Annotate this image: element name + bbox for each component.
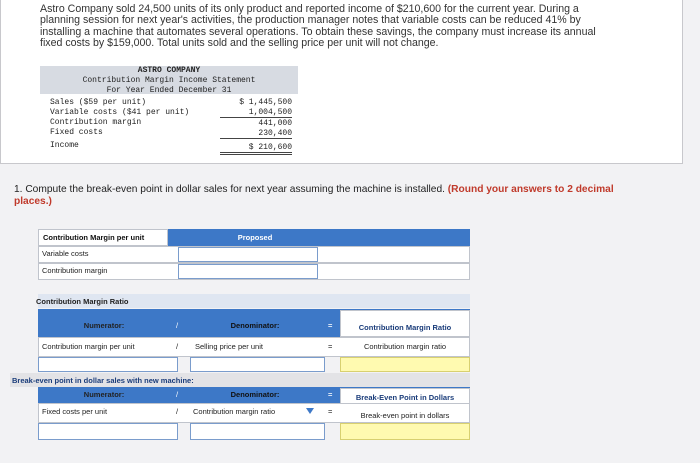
statement-amount-fixed: 230,400 (220, 129, 292, 139)
be-numerator-label: Numerator: (83, 390, 125, 399)
cmr-equals-sign: = (328, 342, 333, 351)
be-divide-sign: / (176, 407, 179, 416)
be-denominator-label: Denominator: (230, 390, 280, 399)
cmr-title: Contribution Margin Ratio (36, 297, 129, 306)
cm-table-proposed: Proposed (237, 233, 273, 242)
cmr-denominator-value: Selling price per unit (195, 342, 263, 351)
cmr-numerator-label: Numerator: (83, 321, 125, 330)
statement-title: Contribution Margin Income Statement (82, 76, 256, 85)
cm-margin-proposed-input[interactable] (178, 264, 318, 279)
be-equals-sign: = (328, 407, 333, 416)
statement-label-cm: Contribution margin (50, 118, 142, 127)
statement-company: ASTRO COMPANY (137, 66, 201, 75)
be-result-answer[interactable] (340, 423, 470, 440)
be-denominator-input[interactable] (190, 423, 325, 440)
be-numerator-input[interactable] (38, 423, 178, 440)
statement-label-sales: Sales ($59 per unit) (50, 98, 147, 107)
statement-period: For Year Ended December 31 (106, 86, 232, 95)
cm-variable-proposed-input[interactable] (178, 247, 318, 262)
cmr-numerator-value: Contribution margin per unit (42, 342, 135, 351)
be-numerator-value: Fixed costs per unit (42, 407, 108, 416)
cmr-equals-header: = (328, 321, 333, 330)
statement-amount-cm: 441,000 (258, 119, 292, 128)
cmr-numerator-input[interactable] (38, 357, 178, 372)
be-divide-header: / (176, 390, 179, 399)
cmr-result-value: Contribution margin ratio (363, 342, 447, 351)
cmr-denominator-label: Denominator: (230, 321, 280, 330)
be-title: Break-even point in dollar sales with new machine: (12, 376, 194, 385)
cmr-divide-sign: / (176, 342, 179, 351)
statement-amount-income: $ 210,600 (220, 143, 292, 155)
be-equals-header: = (328, 390, 333, 399)
cm-table-header: Contribution Margin per unit (38, 229, 168, 246)
problem-text: Astro Company sold 24,500 units of its only product and reported income of $210,600 for the current year. During a planning session for next year's activities, the production manager notes that variable costs can be reduced 41% by installing a machine that automates several operations. To obtain these savings, the company must increase its annual fixed costs by $159,000. Total units sold and the selling price per unit will not change. (40, 3, 596, 50)
statement-amount-variable: 1,004,500 (220, 108, 292, 118)
be-result-label: Break-Even Point in Dollars (340, 388, 470, 406)
statement-amount-sales: $ 1,445,500 (239, 98, 292, 107)
question (14, 184, 654, 207)
cm-row-margin-label: Contribution margin (42, 266, 108, 275)
question-text: 1. Compute the break-even point in dollar sales for next year assuming the machine is installed. (14, 184, 445, 195)
cm-row-variable-label: Variable costs (42, 249, 89, 258)
statement-label-income: Income (50, 141, 79, 150)
be-denominator-value: Contribution margin ratio (193, 407, 276, 416)
chevron-down-icon[interactable] (306, 408, 314, 414)
cmr-result-answer[interactable] (340, 357, 470, 372)
question-instruction: (Round your answers to 2 decimal places.) (14, 184, 614, 207)
cmr-result-label: Contribution Margin Ratio (340, 310, 470, 337)
statement-label-fixed: Fixed costs (50, 128, 103, 137)
statement-label-variable: Variable costs ($41 per unit) (50, 108, 190, 117)
cmr-denominator-input[interactable] (190, 357, 325, 372)
be-result-value: Break-even point in dollars (360, 411, 450, 420)
cmr-divide-header: / (176, 321, 179, 330)
